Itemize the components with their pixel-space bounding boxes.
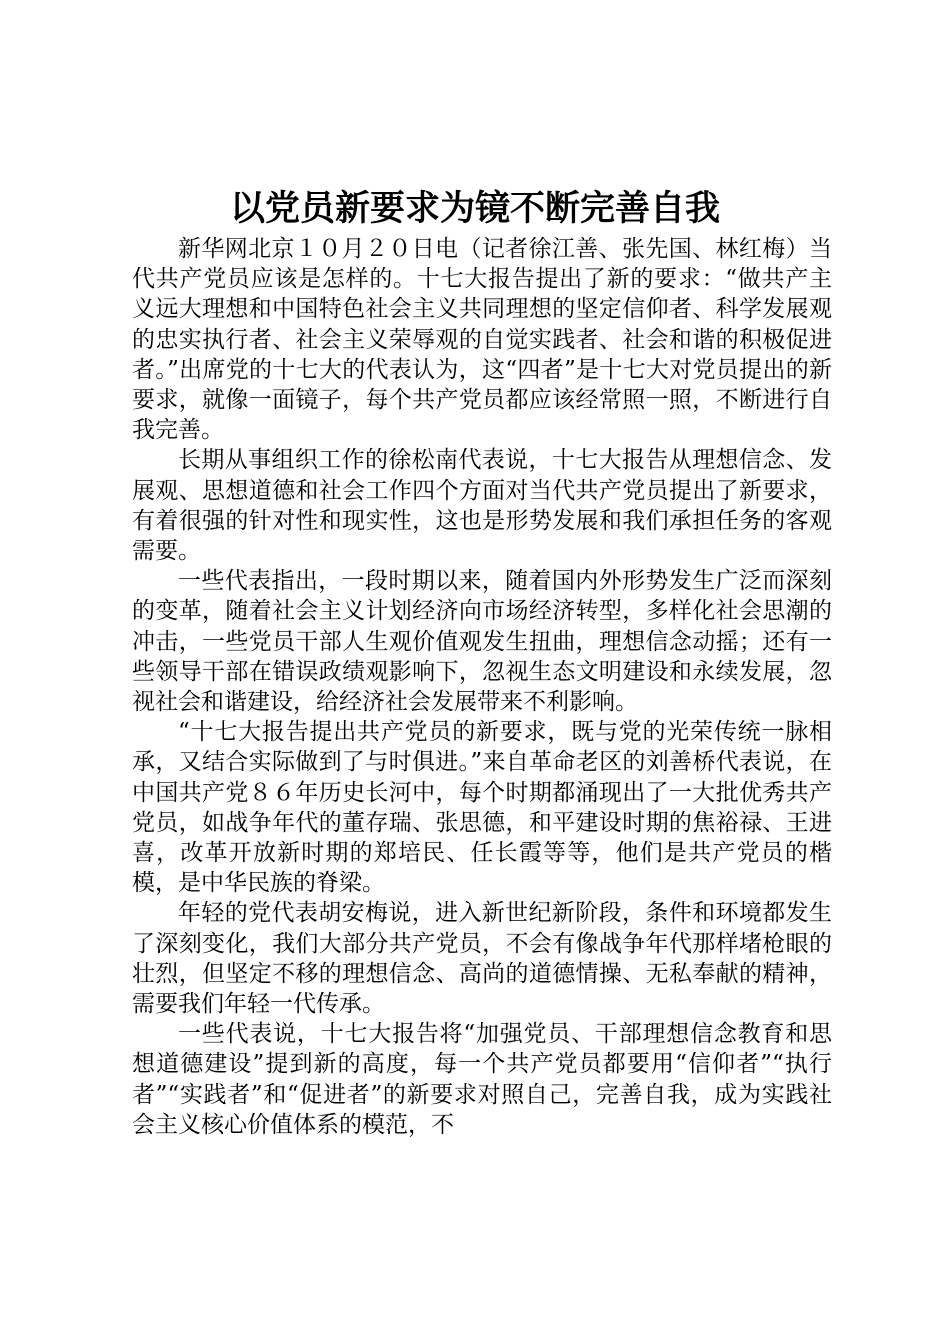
document-body (132, 234, 832, 1140)
paragraph: 长期从事组织工作的徐松南代表说，十七大报告从理想信念、发展观、思想道德和社会工作四个方面对当代共产党员提出了新要求，有着很强的针对性和现实性，这也是形势发展和我们承担任务的客观需要。 (132, 447, 832, 565)
paragraph: 一些代表指出，一段时期以来，随着国内外形势发生广泛而深刻的变革，随着社会主义计划经济向市场经济转型，多样化社会思潮的冲击，一些党员干部人生观价值观发生扭曲，理想信念动摇；还有一些领导干部在错误政绩观影响下，忽视生态文明建设和永续发展，忽视社会和谐建设，给经济社会发展带来不利影响。 (132, 568, 832, 716)
paragraph: 一些代表说，十七大报告将“加强党员、干部理想信念教育和思想道德建设”提到新的高度，每一个共产党员都要用“信仰者”“执行者”“实践者”和“促进者”的新要求对照自己，完善自我，成为实践社会主义核心价值体系的模范，不 (132, 1021, 832, 1138)
document-title: 以党员新要求为镜不断完善自我 (229, 188, 720, 229)
paragraph: 年轻的党代表胡安梅说，进入新世纪新阶段，条件和环境都发生了深刻变化，我们大部分共产党员，不会有像战争年代那样堵枪眼的壮烈，但坚定不移的理想信念、高尚的道德情操、无私奉献的精神，需要我们年轻一代传承。 (132, 900, 832, 1018)
paragraph: 新华网北京１０月２０日电（记者徐江善、张先国、林红梅）当代共产党员应该是怎样的。十七大报告提出了新的要求：“做共产主义远大理想和中国特色社会主义共同理想的坚定信仰者、科学发展观的忠实执行者、社会主义荣辱观的自觉实践者、社会和谐的积极促进者。”出席党的十七大的代表认为，这“四者”是十七大对党员提出的新要求，就像一面镜子，每个共产党员都应该经常照一照，不断进行自我完善。 (132, 236, 832, 444)
paragraph: “十七大报告提出共产党员的新要求，既与党的光荣传统一脉相承，又结合实际做到了与时俱进。”来自革命老区的刘善桥代表说，在中国共产党８６年历史长河中，每个时期都涌现出了一大批优秀共产党员，如战争年代的董存瑞、张思德，和平建设时期的焦裕禄、王进喜，改革开放新时期的郑培民、任长霞等等，他们是共产党员的楷模，是中华民族的脊梁。 (132, 719, 832, 897)
